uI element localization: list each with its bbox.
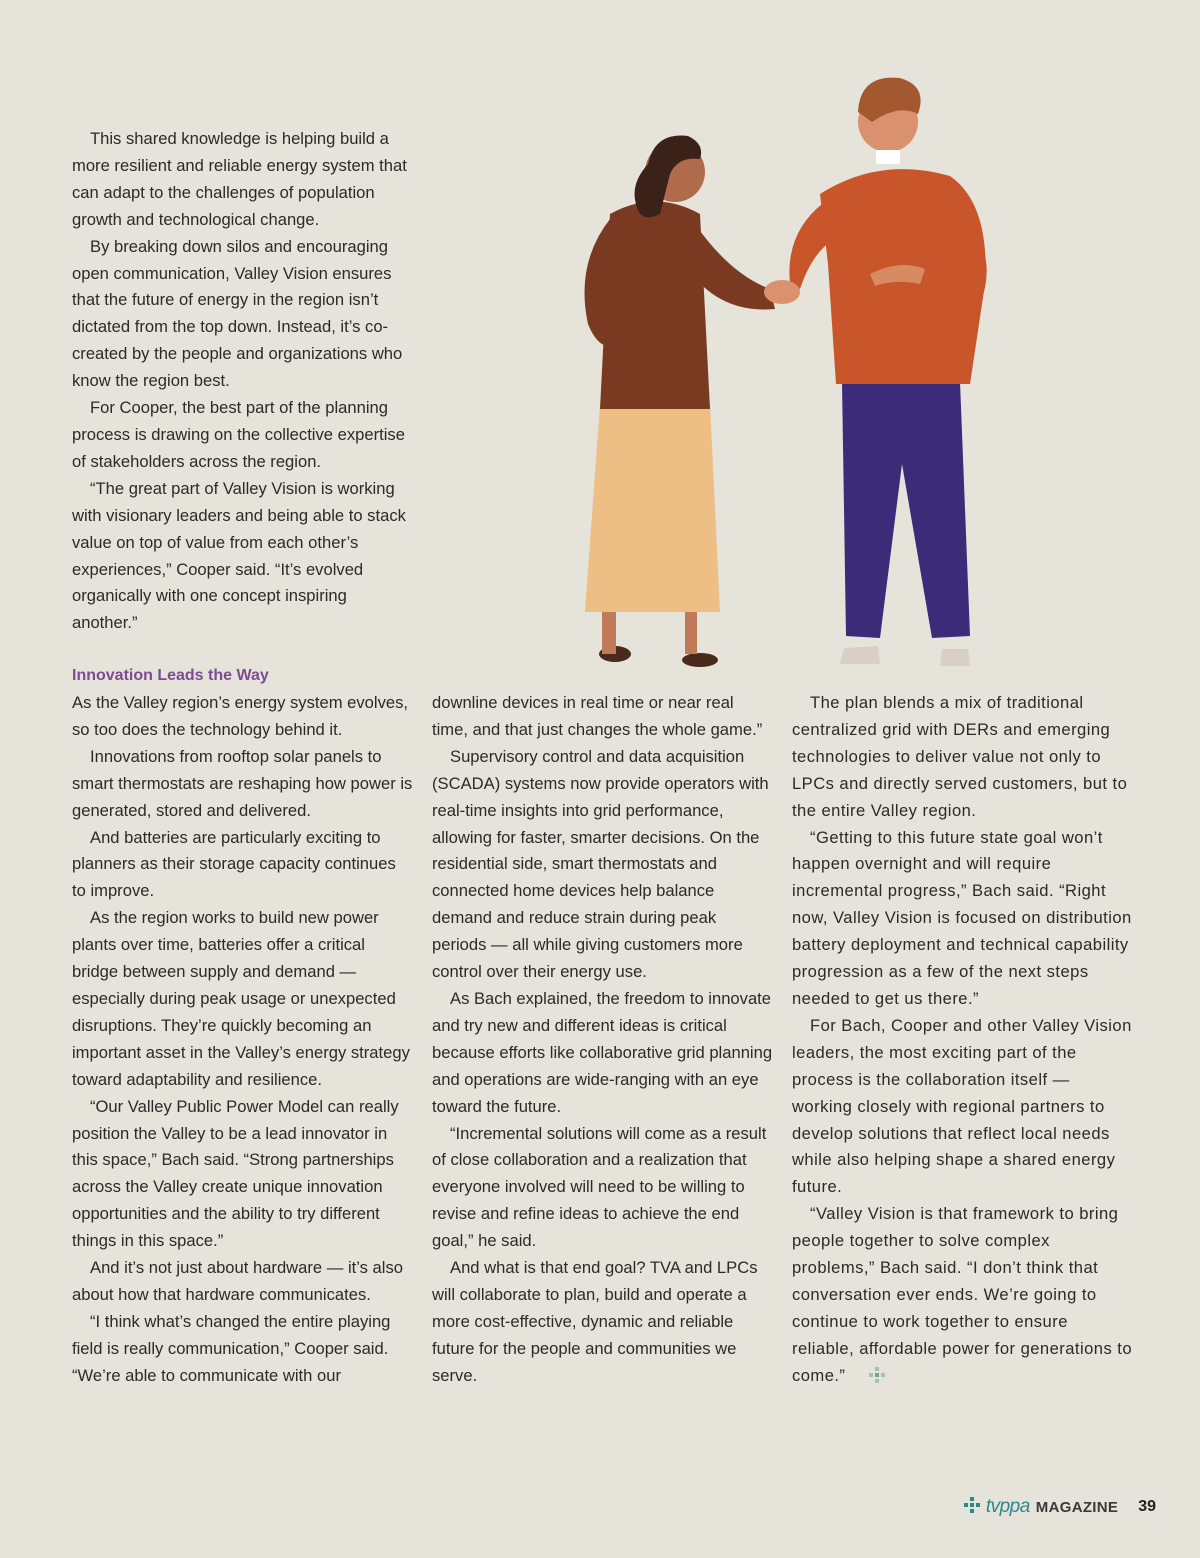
article-column-1 (72, 690, 414, 1390)
paragraph: Innovations from rooftop solar panels to smart thermostats are reshaping how power is generated, stored and delivered. (72, 746, 413, 820)
page-number: 39 (1138, 1498, 1156, 1515)
paragraph: “Getting to this future state goal won’t happen overnight and will require incremental progress,” Bach said. “Right now, Valley Vision is focused on distribution battery deployment and technical capability progression as a few of the next steps needed to get us there.” (792, 827, 1132, 1008)
paragraph: The plan blends a mix of traditional centralized grid with DERs and emerging technologies to deliver value not only to LPCs and directly served customers, but to the entire Valley region. (792, 693, 1128, 820)
magazine-label: MAGAZINE (1035, 1498, 1119, 1516)
article-column-3 (792, 690, 1134, 1390)
paragraph: And what is that end goal? TVA and LPCs will collaborate to plan, build and operate a more cost-effective, dynamic and reliable future for the people and communities we serve. (432, 1258, 758, 1385)
paragraph: For Cooper, the best part of the planning process is drawing on the collective expertise of stakeholders across the region. (72, 398, 405, 471)
paragraph: “Our Valley Public Power Model can really position the Valley to be a lead innovator in this space,” Bach said. “Strong partnerships across the Valley create unique innovation opportunities and the ability to try different things in this space.” (72, 1096, 399, 1251)
paragraph: “The great part of Valley Vision is working with visionary leaders and being able to stack value on top of value from each other’s experiences,” Cooper said. “It’s evolved organically with one concept inspiring another.” (72, 478, 406, 633)
intro-column (72, 126, 414, 637)
paragraph: This shared knowledge is helping build a more resilient and reliable energy system that can adapt to the challenges of population growth and technological change. (72, 129, 407, 229)
paragraph: As the region works to build new power plants over time, batteries offer a critical bridge between supply and demand — especially during peak usage or unexpected disruptions. They’re quickly becoming an important asset in the Valley’s energy strategy toward adaptability and resilience. (72, 908, 410, 1089)
closing-quote: “Valley Vision is that framework to bring people together to solve complex problems,” Bach said. “I don’t think that conversation ever ends. We’re going to continue to work together to ensure reliable, affordable power for generations to come.” (792, 1204, 1133, 1385)
end-mark-icon (851, 1365, 867, 1381)
paragraph: By breaking down silos and encouraging open communication, Valley Vision ensures that the future of energy in the region isn’t dictated from the top down. Instead, it’s co-created by the people and organizations who know the region best. (72, 236, 403, 391)
brand-name: tvppa (985, 1496, 1030, 1517)
paragraph: “I think what’s changed the entire playing field is really communication,” Cooper said. “We’re able to communicate with our (72, 1311, 391, 1385)
handshake-illustration-icon (560, 64, 1000, 674)
paragraph: As Bach explained, the freedom to innovate and try new and different ideas is critical because efforts like collaborative grid planning and operations are wide-ranging with an eye toward the future. (432, 988, 773, 1116)
paragraph: downline devices in real time or near real time, and that just changes the whole game.” (432, 693, 763, 739)
paragraph: “Incremental solutions will come as a result of close collaboration and a realization that everyone involved will need to be willing to revise and refine ideas to achieve the end goal,” he said. (432, 1123, 767, 1251)
paragraph: And it’s not just about hardware — it’s also about how that hardware communicates. (72, 1258, 403, 1304)
tvppa-logo-mark-icon (964, 1497, 980, 1517)
paragraph: Supervisory control and data acquisition (SCADA) systems now provide operators with real-time insights into grid performance, allowing for faster, smarter decisions. On the residential side, smart thermostats and connected home devices help balance demand and reduce strain during peak periods — all while giving customers more control over their energy use. (432, 746, 769, 982)
paragraph: As the Valley region’s energy system evolves, so too does the technology behind it. (72, 693, 409, 739)
paragraph (792, 1201, 1134, 1389)
paragraph: And batteries are particularly exciting to planners as their storage capacity continues to improve. (72, 827, 396, 901)
paragraph: For Bach, Cooper and other Valley Vision leaders, the most exciting part of the process is the collaboration itself — working closely with regional partners to develop solutions that reflect local needs while also helping shape a shared energy future. (792, 1015, 1132, 1197)
section-heading: Innovation Leads the Way (72, 667, 269, 684)
article-column-2 (432, 690, 774, 1390)
page-footer (964, 1496, 1156, 1518)
